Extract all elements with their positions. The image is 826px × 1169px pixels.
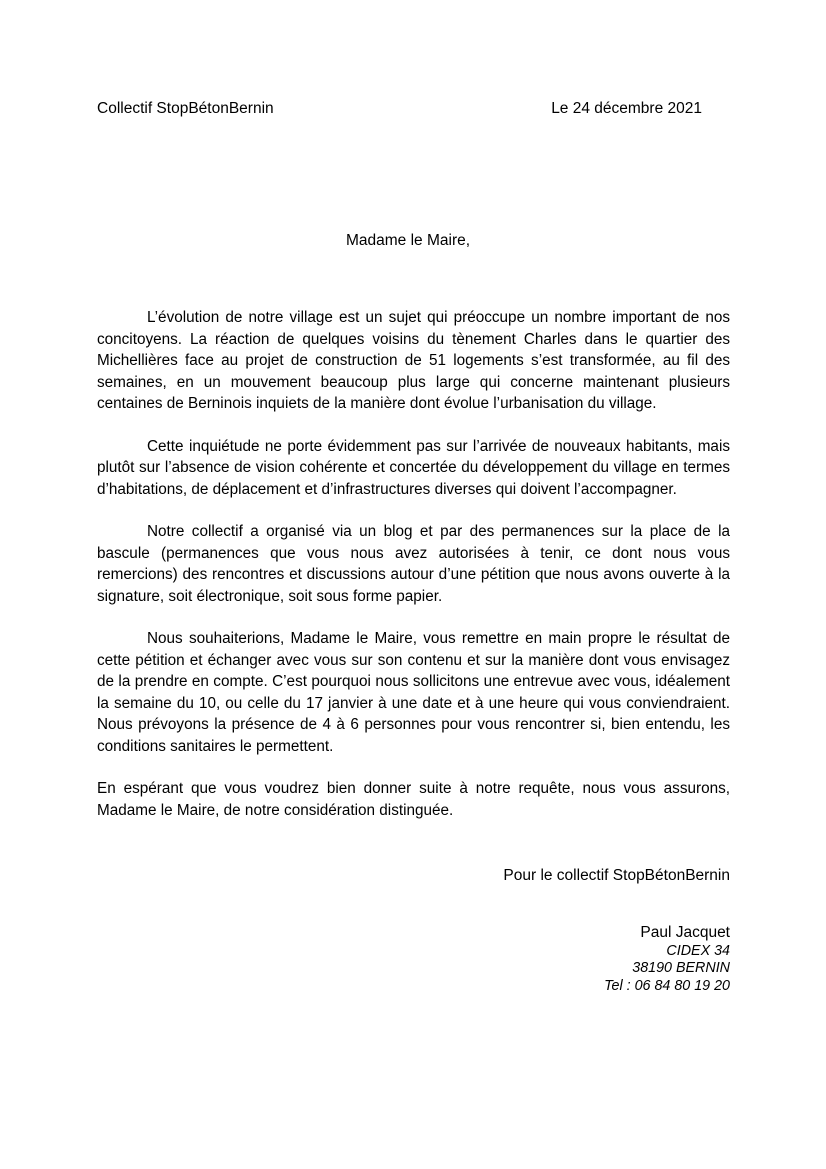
signatory-phone: Tel : 06 84 80 19 20 bbox=[604, 977, 730, 994]
letter-header bbox=[97, 99, 702, 119]
signatory-address-line-2: 38190 BERNIN bbox=[632, 960, 730, 977]
signoff-line: Pour le collectif StopBétonBernin bbox=[503, 867, 730, 884]
sender-name: Collectif StopBétonBernin bbox=[97, 100, 274, 117]
signatory-address-line-1: CIDEX 34 bbox=[666, 943, 730, 959]
letter-date: Le 24 décembre 2021 bbox=[551, 100, 702, 117]
body-paragraph-4: Nous souhaiterions, Madame le Maire, vous remettre en main propre le résultat de cette pétition et échanger avec vous sur son contenu et sur la manière dont vous envisagez de la prendre en compte. C’est pourquoi nous sollicitons une entrevue avec vous, idéalement la semaine du 10, ou celle du 17 janvier à une date et à une heure qui vous conviendraient. Nous prévoyons la présence de 4 à 6 personnes pour vous rencontrer si, bien entendu, les conditions sanitaires le permettent. bbox=[97, 630, 730, 755]
signature-block bbox=[97, 923, 730, 995]
signatory-name: Paul Jacquet bbox=[640, 924, 730, 941]
salutation: Madame le Maire, bbox=[346, 232, 471, 249]
body-paragraph-closing: En espérant que vous voudrez bien donner suite à notre requête, nous vous assurons, Madame le Maire, de notre considération distinguée. bbox=[97, 780, 730, 819]
body-paragraph-2: Cette inquiétude ne porte évidemment pas sur l’arrivée de nouveaux habitants, mais plutôt sur l’absence de vision cohérente et concertée du développement du village en termes d’habitations, de déplacement et d’infrastructures diverses qui doivent l’accompagner. bbox=[97, 437, 730, 498]
body-paragraph-1: L’évolution de notre village est un sujet qui préoccupe un nombre important de nos concitoyens. La réaction de quelques voisins du tènement Charles dans le quartier des Michellières face au projet de construction de 51 logements s’est transformée, au fil des semaines, en un mouvement beaucoup plus large qui concerne maintenant plusieurs centaines de Berninois inquiets de la manière dont évolue l’urbanisation du village. bbox=[97, 309, 730, 412]
letter-body bbox=[97, 307, 730, 821]
body-paragraph-3: Notre collectif a organisé via un blog et par des permanences sur la place de la bascule (permanences que vous nous avez autorisées à tenir, ce dont nous vous remercions) des rencontres et discussions autour d’une pétition que nous avons ouverte à la signature, soit électronique, soit sous forme papier. bbox=[97, 523, 730, 605]
